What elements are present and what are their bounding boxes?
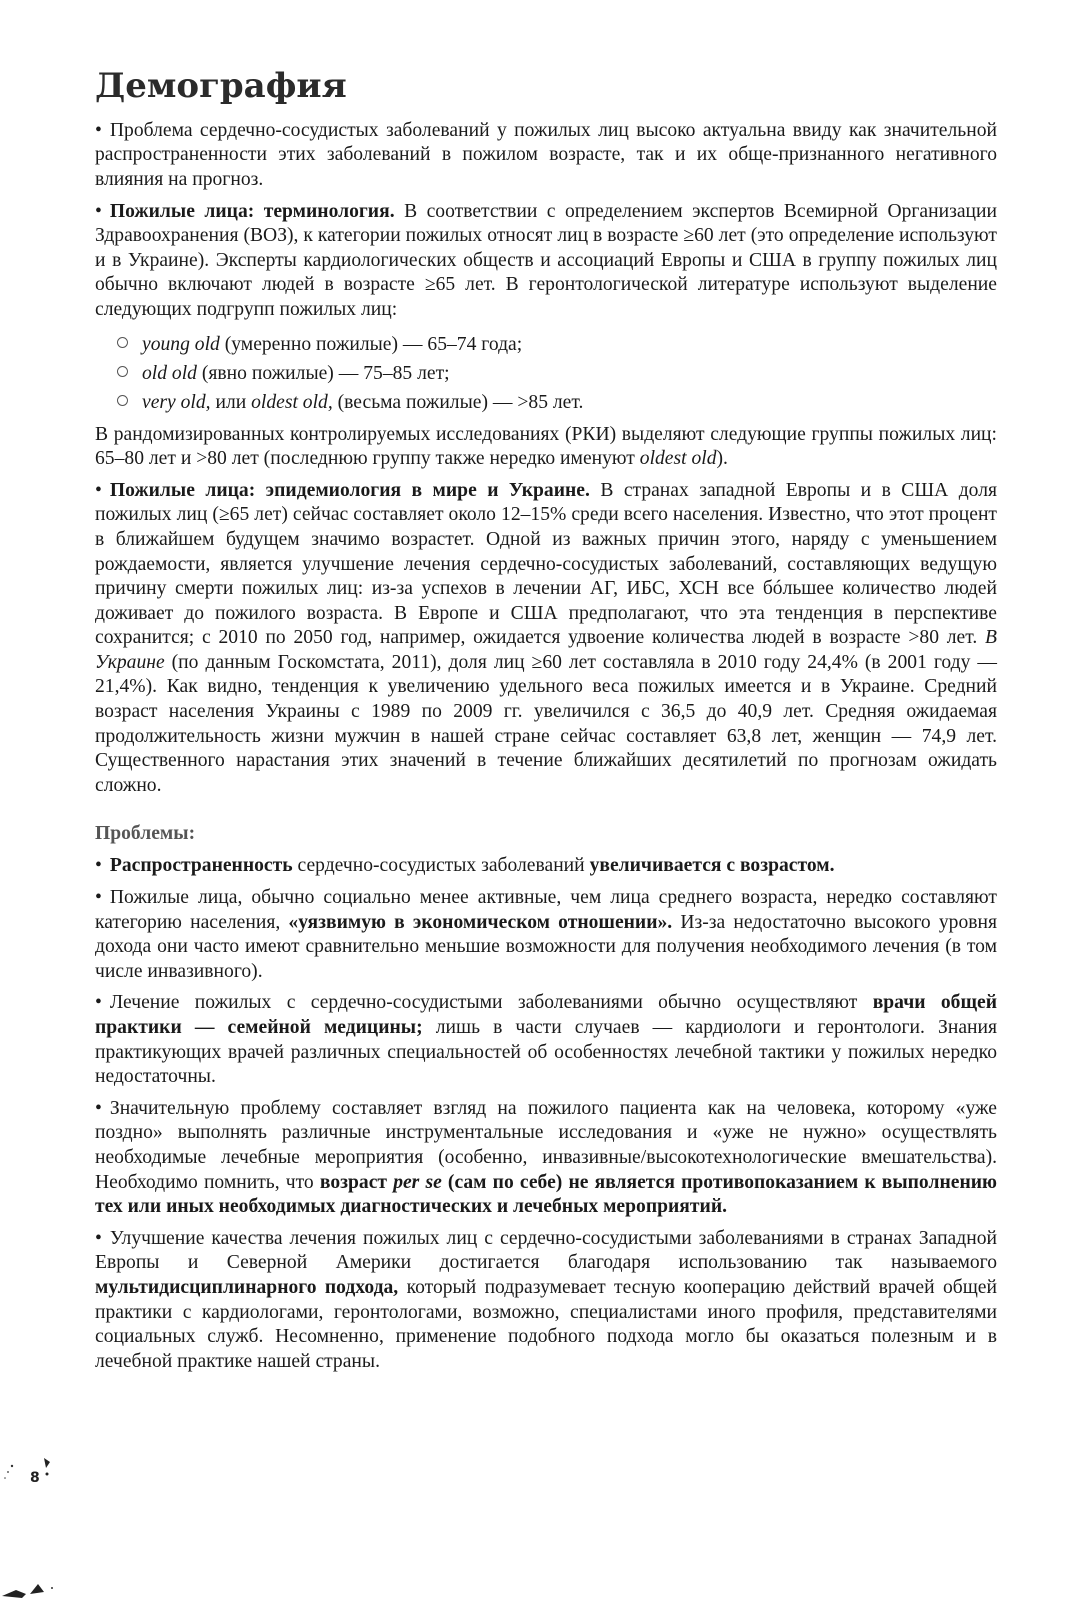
problem-item: • Распространенность сердечно-сосудистых заболеваний увеличивается с возрастом.: [95, 855, 835, 877]
page-content: [95, 66, 997, 1381]
problems-heading: Проблемы:: [95, 823, 196, 845]
bullet-marker: •: [95, 479, 102, 501]
epidemiology-heading: Пожилые лица: эпидемиология в мире и Украине.: [109, 479, 590, 501]
page-title: Демография: [95, 66, 347, 106]
problem-item: • Значительную проблему составляет взгляд на пожилого пациента как на человека, которому «уже поздно» выполнять различные инструментальные исследования и «уже не нужно» осуществлять необходимые лечебные мероприятия (особенно, инвазивные/высокотехнологические вмешательства). Необходимо помнить, что возраст per se (сам по себе) не является противопоказанием к выполнению тех или иных необходимых диагностических и лечебных мероприятий.: [95, 1097, 997, 1218]
circle-bullet-icon: [117, 337, 128, 348]
terminology-heading: Пожилые лица: терминология.: [109, 200, 395, 222]
list-item: young old (умеренно пожилые) — 65–74 года;: [117, 330, 997, 359]
list-item: very old, или oldest old, (весьма пожилые) — >85 лет.: [117, 388, 997, 417]
page-number: 8: [30, 1470, 40, 1486]
paragraph-rct-groups: В рандомизированных контролируемых исследованиях (РКИ) выделяют следующие группы пожилых лиц: 65–80 лет и >80 лет (последнюю группу также нередко именуют oldest old).: [95, 423, 997, 470]
bullet-marker: •: [95, 1227, 102, 1249]
bullet-marker: •: [95, 200, 102, 222]
paragraph-epidemiology: • Пожилые лица: эпидемиология в мире и Украине. В странах западной Европы и в США доля пожилых лиц (≥65 лет) сейчас составляет около 12–15% среди всего населения. Известно, что этот процент в ближайшем будущем значимо возрастет. Одной из важных причин этого, наряду с уменьшением рождаемости, является улучшение лечения сердечно-сосудистых заболеваний, составляющих ведущую причину смерти пожилых лиц: из-за успехов в лечении АГ, ИБС, ХСН все бóльшее количество людей доживает до пожилого возраста. В Европе и США предполагают, что эта тенденция в перспективе сохранится; с 2010 по 2050 год, например, ожидается удвоение количества людей в возрасте >80 лет. В Украине (по данным Госкомстата, 2011), доля лиц ≥60 лет составляла в 2010 году 24,4% (в 2001 году — 21,4%). Как видно, тенденция к увеличению удельного веса пожилых имеется и в Украине. Средний возраст населения Украины с 1989 по 2009 гг. увеличился с 36,5 до 40,9 лет. Средняя ожидаемая продолжительность жизни мужчин в нашей стране сейчас составляет 63,8 лет, женщин — 74,9 лет. Существенного нарастания этих значений в течение ближайших десятилетий по прогнозам ожидать сложно.: [95, 479, 997, 796]
subgroups-list: [117, 330, 997, 417]
circle-bullet-icon: [117, 366, 128, 377]
list-item: old old (явно пожилые) — 75–85 лет;: [117, 359, 997, 388]
problem-item: • Улучшение качества лечения пожилых лиц с сердечно-сосудистыми заболеваниями в странах Западной Европы и Северной Америки достигается благодаря использованию так называемого мультидисциплинарного подхода, который подразумевает тесную кооперацию действий врачей общей практики с кардиологами, геронтологами, возможно, специалистами иного профиля, представителями социальных служб. Несомненно, применение подобного подхода могло бы оказаться полезным и в лечебной практике нашей страны.: [95, 1227, 997, 1372]
paragraph-intro: • Проблема сердечно-сосудистых заболеваний у пожилых лиц высоко актуальна ввиду как значительной распространенности этих заболеваний в пожилом возрасте, так и их обще-признанного негативного влияния на прогноз.: [95, 119, 997, 190]
problem-item: • Пожилые лица, обычно социально менее активные, чем лица среднего возраста, нередко составляют категорию населения, «уязвимую в экономическом отношении». Из-за недостаточно высокого уровня дохода они часто имеют сравнительно меньшие возможности для получения необходимого лечения (в том числе инвазивного).: [95, 887, 997, 982]
bullet-marker: •: [95, 1097, 102, 1119]
circle-bullet-icon: [117, 395, 128, 406]
bullet-marker: •: [95, 119, 102, 141]
bullet-marker: •: [95, 887, 102, 909]
problem-item: • Лечение пожилых с сердечно-сосудистыми заболеваниями обычно осуществляют врачи общей практики — семейной медицины; лишь в части случаев — кардиологи и геронтологи. Знания практикующих врачей различных специальностей об особенностях лечебной тактики у пожилых нередко недостаточны.: [95, 992, 997, 1088]
paragraph-terminology: • Пожилые лица: терминология. В соответствии с определением экспертов Всемирной Организации Здравоохранения (ВОЗ), к категории пожилых относят лиц в возрасте ≥60 лет (это определение используют и в Украине). Эксперты кардиологических обществ и ассоциаций Европы и США в группу пожилых лиц обычно включают людей в возрасте ≥65 лет. В геронтологической литературе используют выделение следующих подгрупп пожилых лиц:: [95, 200, 997, 320]
bullet-marker: •: [95, 992, 102, 1014]
bullet-marker: •: [95, 855, 102, 877]
